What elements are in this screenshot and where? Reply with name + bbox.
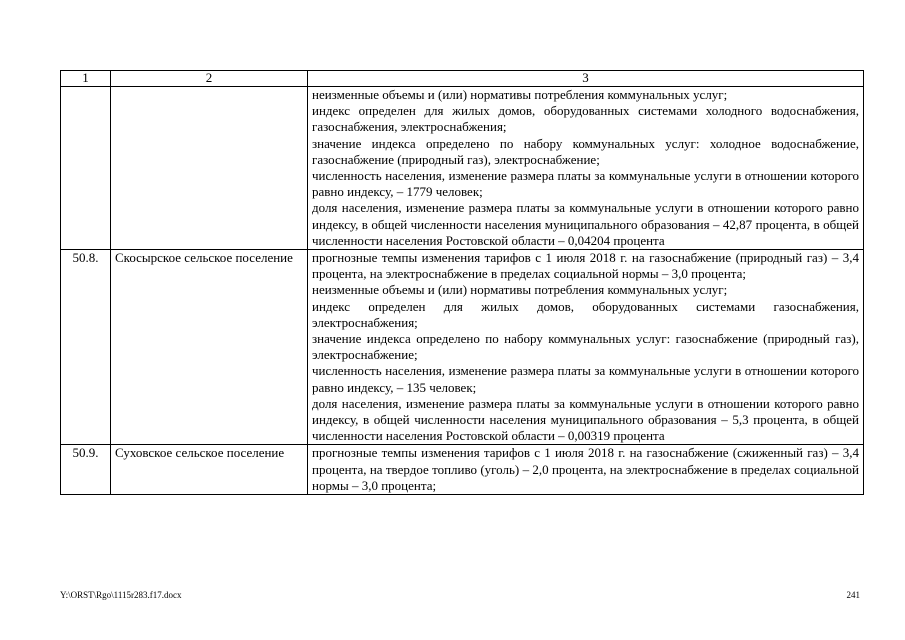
table-row (61, 250, 864, 445)
paragraph: прогнозные темпы изменения тарифов с 1 июля 2018 г. на газоснабжение (природный газ) – 3,4 процента, на электроснабжение в пределах социальной нормы – 3,0 процента; (312, 250, 859, 282)
paragraph: значение индекса определено по набору коммунальных услуг: холодное водоснабжение, газоснабжение (природный газ), электроснабжение; (312, 135, 859, 167)
header-col-3: 3 (308, 71, 864, 87)
paragraph: индекс определен для жилых домов, оборудованных системами холодного водоснабжения, газоснабжения, электроснабжения; (312, 103, 859, 135)
paragraph: неизменные объемы и (или) нормативы потребления коммунальных услуг; (312, 87, 728, 102)
row-description (308, 445, 864, 495)
paragraph: численность населения, изменение размера платы за коммунальные услуги в отношении которого равно индексу, – 135 человек; (312, 363, 859, 395)
row-number (61, 87, 111, 250)
settlement-name (111, 87, 308, 250)
header-col-2: 2 (111, 71, 308, 87)
paragraph: индекс определен для жилых домов, оборудованных системами газоснабжения, электроснабжения; (312, 298, 859, 330)
tariff-table (60, 70, 864, 495)
paragraph: доля населения, изменение размера платы за коммунальные услуги в отношении которого равно индексу, в общей численности населения муниципального образования – 42,87 процента, в общей численности населения Ростовской области – 0,04204 процента (312, 200, 859, 248)
table-row (61, 445, 864, 495)
row-description (308, 250, 864, 445)
header-col-1: 1 (61, 71, 111, 87)
row-description (308, 87, 864, 250)
header-row (61, 71, 864, 87)
paragraph: численность населения, изменение размера платы за коммунальные услуги в отношении которого равно индексу, – 1779 человек; (312, 168, 859, 200)
row-number: 50.9. (61, 445, 111, 495)
paragraph: неизменные объемы и (или) нормативы потребления коммунальных услуг; (312, 282, 728, 298)
table-row (61, 87, 864, 250)
paragraph: доля населения, изменение размера платы за коммунальные услуги в отношении которого равно индексу, в общей численности населения муниципального образования – 5,3 процента, в общей численности населения Ростовской области – 0,00319 процента (312, 395, 859, 444)
settlement-name: Скосырское сельское поселение (111, 250, 308, 445)
footer-file-path: Y:\ORST\Rgo\1115r283.f17.docx (60, 590, 182, 600)
paragraph: значение индекса определено по набору коммунальных услуг: газоснабжение (природный газ), электроснабжение; (312, 331, 859, 363)
footer-page-number: 241 (846, 590, 860, 600)
row-number: 50.8. (61, 250, 111, 445)
paragraph: прогнозные темпы изменения тарифов с 1 июля 2018 г. на газоснабжение (сжиженный газ) – 3,4 процента, на твердое топливо (уголь) – 2,0 процента, на электроснабжение в пределах социальной нормы – 3,0 процента; (312, 445, 859, 493)
settlement-name: Суховское сельское поселение (111, 445, 308, 495)
